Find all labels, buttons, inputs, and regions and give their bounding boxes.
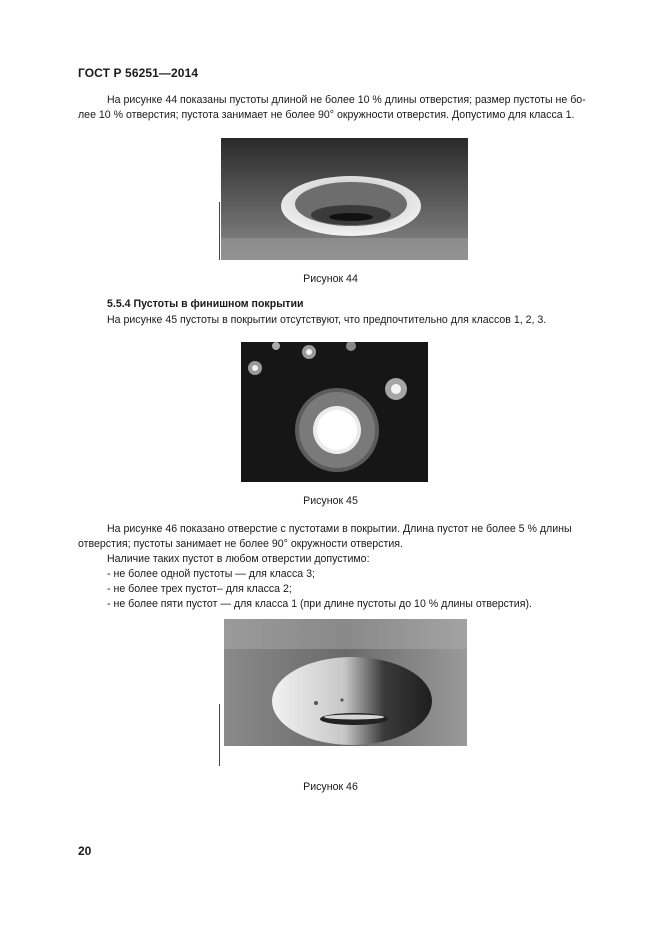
figure-46-photo (224, 619, 467, 746)
paragraph-fig44-line1: На рисунке 44 показаны пустоты длиной не более 10 % длины отверстия; размер пустоты не бо- (107, 94, 586, 106)
figure-border-line (219, 202, 220, 260)
document-header: ГОСТ Р 56251—2014 (78, 66, 199, 80)
page-number: 20 (78, 844, 92, 858)
figure-border-line (219, 704, 220, 766)
figure-45-photo (241, 342, 428, 482)
paragraph-fig45: На рисунке 45 пустоты в покрытии отсутствуют, что предпочтительно для классов 1, 2, 3. (107, 314, 547, 326)
paragraph-fig46-line2: отверстия; пустоты занимает не более 90° окружности отверстия. (78, 538, 403, 550)
list-item: - не более трех пустот– для класса 2; (107, 583, 292, 595)
figure-45-caption: Рисунок 45 (303, 495, 358, 507)
list-item: - не более одной пустоты — для класса 3; (107, 568, 315, 580)
section-title-5-5-4: 5.5.4 Пустоты в финишном покрытии (107, 298, 304, 310)
list-item: - не более пяти пустот — для класса 1 (при длине пустоты до 10 % длины отверстия). (107, 598, 532, 610)
figure-44-photo (221, 138, 468, 260)
figure-46-caption: Рисунок 46 (303, 781, 358, 793)
paragraph-fig46-line3: Наличие таких пустот в любом отверстии допустимо: (107, 553, 370, 565)
paragraph-fig46-line1: На рисунке 46 показано отверстие с пустотами в покрытии. Длина пустот не более 5 % длины (107, 523, 572, 535)
figure-44-caption: Рисунок 44 (303, 273, 358, 285)
paragraph-fig44-line2: лее 10 % отверстия; пустота занимает не более 90° окружности отверстия. Допустимо для класса 1. (78, 109, 575, 121)
